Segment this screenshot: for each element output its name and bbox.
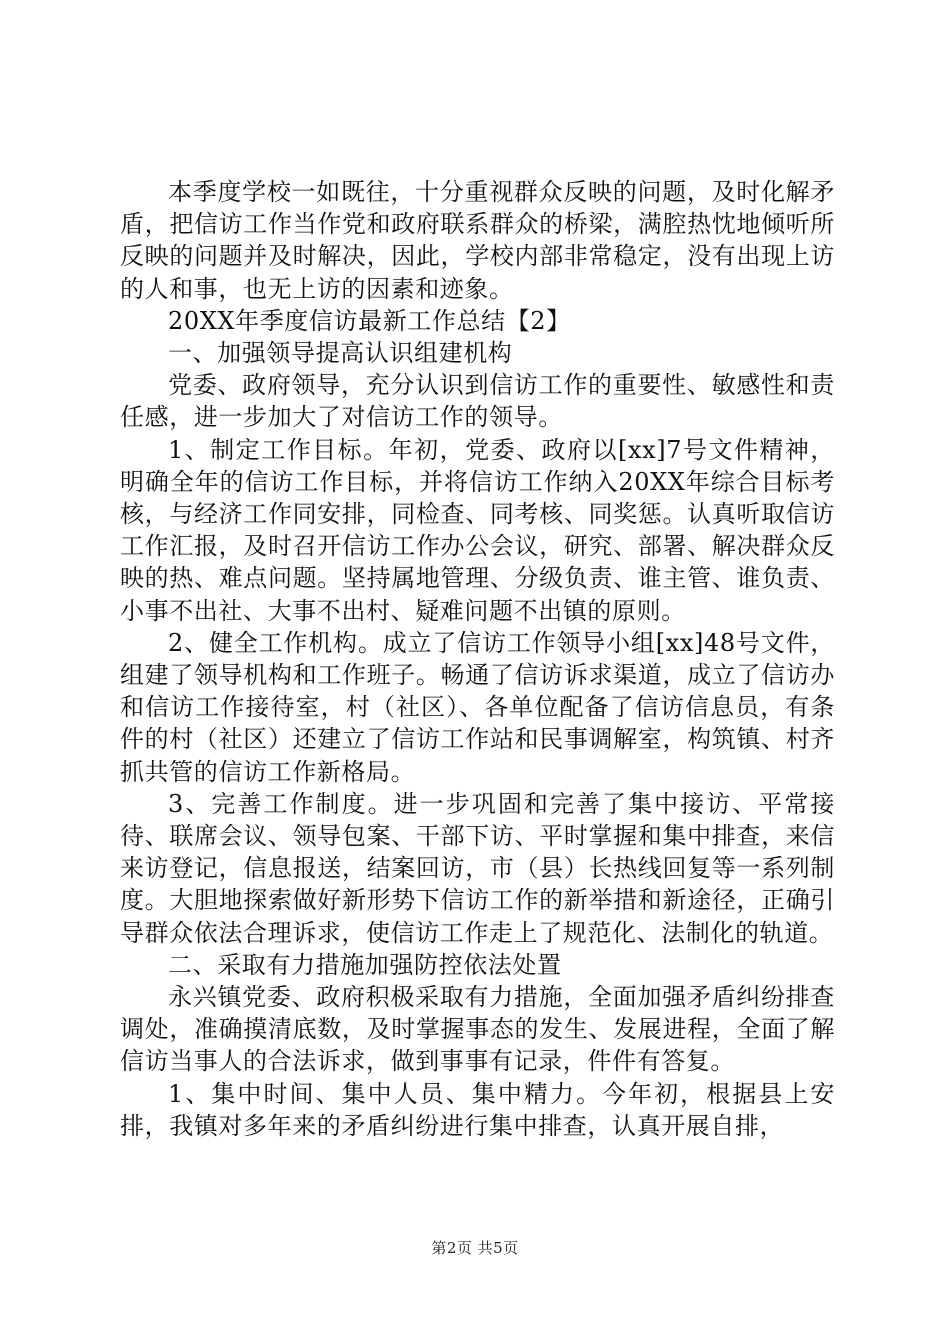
paragraph-goals: 1、制定工作目标。年初，党委、政府以[xx]7号文件精神，明确全年的信访工作目标，并将信访工作纳入20XX年综合目标考核，与经济工作同安排，同检查、同考核、同奖惩。认真听取信访工作汇报，及时召开信访工作办公会议，研究、部署、解决群众反映的热、难点问题。坚持属地管理、分级负责、谁主管、谁负责、小事不出社、大事不出村、疑难问题不出镇的原则。 xyxy=(120,435,835,625)
page-number: 第2页 共5页 xyxy=(431,1239,519,1257)
heading-two: 二、采取有力措施加强防控依法处置 xyxy=(168,950,562,979)
paragraph-leadership: 党委、政府领导，充分认识到信访工作的重要性、敏感性和责任感，进一步加大了对信访工作的领导。 xyxy=(120,371,835,432)
paragraph-systems: 3、完善工作制度。进一步巩固和完善了集中接访、平常接待、联席会议、领导包案、干部下访、平时掌握和集中排查，来信来访登记，信息报送，结案回访，市（县）长热线回复等一系列制度。大胆地探索做好新形势下信访工作的新举措和新途径，正确引导群众依法合理诉求，使信访工作走上了规范化、法制化的轨道。 xyxy=(120,789,835,947)
paragraph-organization: 2、健全工作机构。成立了信访工作领导小组[xx]48号文件，组建了领导机构和工作班子。畅通了信访诉求渠道，成立了信访办和信访工作接待室，村（社区）、各单位配备了信访信息员，有条件的村（社区）还建立了信访工作站和民事调解室，构筑镇、村齐抓共管的信访工作新格局。 xyxy=(120,628,835,786)
paragraph-measures: 永兴镇党委、政府积极采取有力措施，全面加强矛盾纠纷排查调处，准确摸清底数，及时掌握事态的发生、发展进程，全面了解信访当事人的合法诉求，做到事事有记录，件件有答复。 xyxy=(120,983,835,1076)
document-body xyxy=(120,176,835,1142)
heading-one: 一、加强领导提高认识组建机构 xyxy=(168,339,513,368)
paragraph-focus: 1、集中时间、集中人员、集中精力。今年初，根据县上安排，我镇对多年来的矛盾纠纷进行集中排查，认真开展自排， xyxy=(120,1079,835,1140)
section-title: 20XX年季度信访最新工作总结【2】 xyxy=(168,306,571,335)
paragraph-intro: 本季度学校一如既往，十分重视群众反映的问题，及时化解矛盾，把信访工作当作党和政府联系群众的桥梁，满腔热忱地倾听所反映的问题并及时解决，因此，学校内部非常稳定，没有出现上访的人和事，也无上访的因素和迹象。 xyxy=(120,178,835,303)
